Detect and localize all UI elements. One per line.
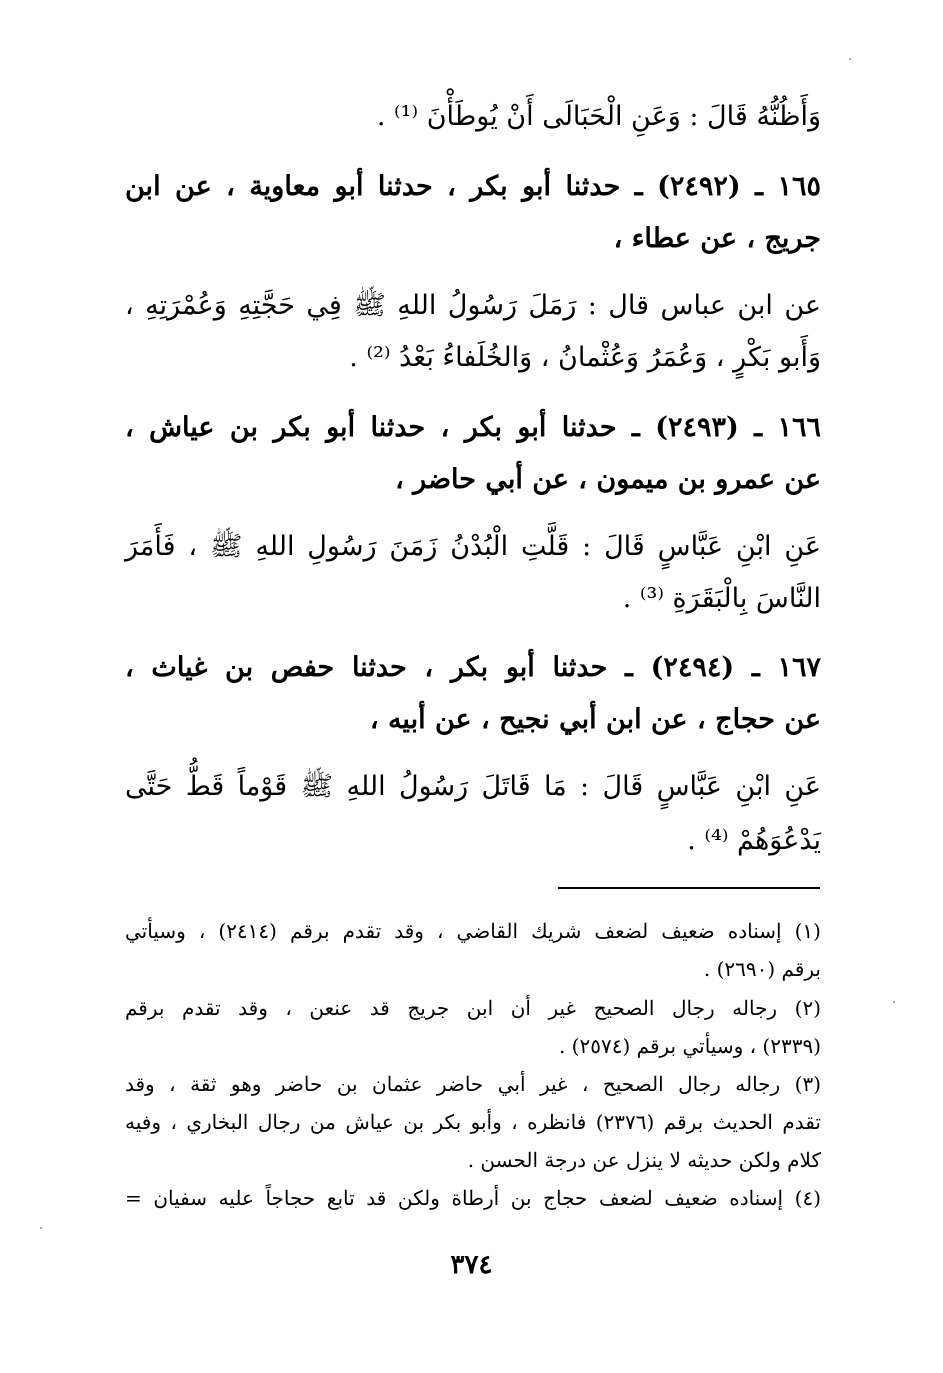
text-line: عَنِ ابْنِ عَبَّاسٍ قَالَ : مَا قَاتَلَ رَسُولُ اللهِ ﷺ قَوْماً قَطُّ حَتَّى [125,771,821,802]
footnote-line: تقدم الحديث برقم (٢٣٧٦) فانظره ، وأبو بكر بن عياش من رجال البخاري ، وفيه [125,1110,821,1134]
text-line: عن ابن عباس قال : رَمَلَ رَسُولُ اللهِ ﷺ فِي حَجَّتِهِ وَعُمْرَتِهِ ، [125,290,821,321]
scan-speck [893,1001,895,1003]
footnote-line: (٤) إسناده ضعيف لضعف حجاج بن أرطاة ولكن قد تابع حجاجاً عليه سفيان = [125,1186,821,1210]
footnote-line: برقم (٢٦٩٠) . [703,957,821,981]
hadith-166-heading: ١٦٦ ـ (٢٤٩٣) ـ حدثنا أبو بكر ، حدثنا أبو بكر بن عياش ، [125,412,821,443]
footnote-line: كلام ولكن حديثه لا ينزل عن درجة الحسن . [467,1148,821,1172]
hadith-167-heading: ١٦٧ ـ (٢٤٩٤) ـ حدثنا أبو بكر ، حدثنا حفص بن غياث ، [125,652,821,683]
footnote-line: (٣) رجاله رجال الصحيح ، غير أبي حاضر عثمان بن حاضر وهو ثقة ، وقد [125,1072,821,1096]
footnote-line: (٢٣٣٩) ، وسيأتي برقم (٢٥٧٤) . [558,1034,821,1058]
text-line: وَأَظُنُّهُ قَالَ : وَعَنِ الْحَبَالَى أَنْ يُوطَأْنَ ⁽¹⁾ . [376,101,821,132]
text-line: النَّاسَ بِالْبَقَرَةِ ⁽³⁾ . [622,583,821,614]
text-line: عَنِ ابْنِ عَبَّاسٍ قَالَ : قَلَّتِ الْبُدْنُ زَمَنَ رَسُولِ اللهِ ﷺ ، فَأَمَرَ [125,531,821,562]
text-line: عن حجاج ، عن ابن أبي نجيح ، عن أبيه ، [369,704,821,735]
text-line: جريج ، عن عطاء ، [613,223,821,254]
text-line: وَأَبو بَكْرٍ ، وَعُمَرُ وَعُثْمانُ ، وَالخُلَفاءُ بَعْدُ ⁽²⁾ . [349,342,821,373]
scan-speck [849,58,851,60]
footnote-line: (٢) رجاله رجال الصحيح غير أن ابن جريج قد عنعن ، وقد تقدم برقم [125,996,821,1020]
footnote-line: (١) إسناده ضعيف لضعف شريك القاضي ، وقد تقدم برقم (٢٤١٤) ، وسيأتي [125,919,821,943]
hadith-165-heading: ١٦٥ ـ (٢٤٩٢) ـ حدثنا أبو بكر ، حدثنا أبو معاوية ، عن ابن [125,171,821,202]
scan-speck [40,1227,42,1229]
text-line: يَدْعُوَهُمْ ⁽⁴⁾ . [687,825,821,856]
text-line: عن عمرو بن ميمون ، عن أبي حاضر ، [395,464,821,495]
footnote-separator [558,887,820,889]
page-number: ٣٧٤ [450,1250,493,1280]
